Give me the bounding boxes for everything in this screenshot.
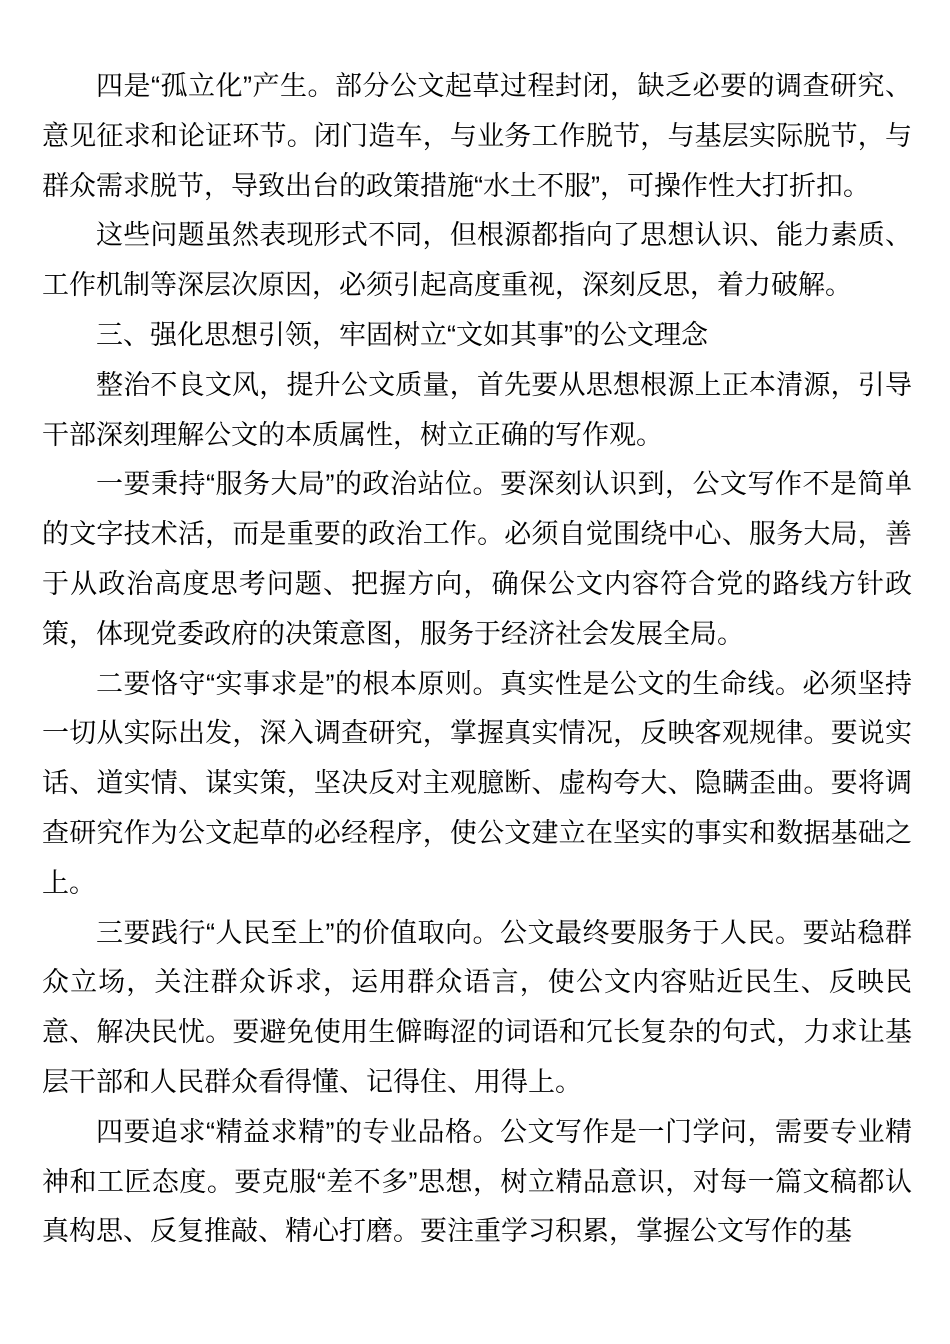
paragraph: 二要恪守“实事求是”的根本原则。真实性是公文的生命线。必须坚持一切从实际出发，深入调查研究，掌握真实情况，反映客观规律。要说实话、道实情、谋实策，坚决反对主观臆断、虚构夸大、隐瞒歪曲。要将调查研究作为公文起草的必经程序，使公文建立在坚实的事实和数据基础之上。 <box>42 668 912 898</box>
paragraph: 整治不良文风，提升公文质量，首先要从思想根源上正本清源，引导干部深刻理解公文的本质属性，树立正确的写作观。 <box>42 369 912 450</box>
document-body <box>42 62 912 1257</box>
paragraph: 三要践行“人民至上”的价值取向。公文最终要服务于人民。要站稳群众立场，关注群众诉求，运用群众语言，使公文内容贴近民生、反映民意、解决民忧。要避免使用生僻晦涩的词语和冗长复杂的句式，力求让基层干部和人民群众看得懂、记得住、用得上。 <box>42 917 912 1097</box>
paragraph: 四要追求“精益求精”的专业品格。公文写作是一门学问，需要专业精神和工匠态度。要克服“差不多”思想，树立精品意识，对每一篇文稿都认真构思、反复推敲、精心打磨。要注重学习积累，掌握公文写作的基 <box>42 1116 912 1247</box>
paragraph: 四是“孤立化”产生。部分公文起草过程封闭，缺乏必要的调查研究、意见征求和论证环节。闭门造车，与业务工作脱节，与基层实际脱节，与群众需求脱节，导致出台的政策措施“水土不服”，可操作性大打折扣。 <box>42 71 912 201</box>
paragraph: 一要秉持“服务大局”的政治站位。要深刻认识到，公文写作不是简单的文字技术活，而是重要的政治工作。必须自觉围绕中心、服务大局，善于从政治高度思考问题、把握方向，确保公文内容符合党的路线方针政策，体现党委政府的决策意图，服务于经济社会发展全局。 <box>42 469 912 649</box>
paragraph: 这些问题虽然表现形式不同，但根源都指向了思想认识、能力素质、工作机制等深层次原因，必须引起高度重视，深刻反思，着力破解。 <box>42 220 912 301</box>
section-heading: 三、强化思想引领，牢固树立“文如其事”的公文理念 <box>96 319 708 350</box>
